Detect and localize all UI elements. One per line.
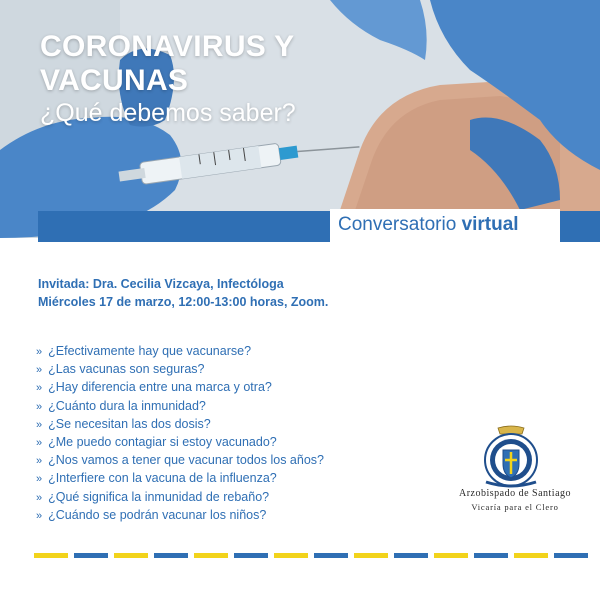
banner-label-normal: Conversatorio [338, 214, 462, 235]
list-item [36, 416, 324, 434]
list-item [36, 452, 324, 470]
bullet-icon: » [36, 509, 43, 522]
list-item [36, 489, 324, 507]
banner-label [338, 214, 519, 236]
bullet-icon: » [36, 346, 43, 358]
list-item [36, 507, 324, 525]
headline [40, 30, 295, 98]
footer-dash [474, 553, 508, 558]
guest-line: Invitada: Dra. Cecilia Vizcaya, Infectóloga [38, 277, 284, 291]
footer-dash [354, 553, 388, 558]
list-item [36, 434, 324, 452]
list-item [36, 361, 324, 379]
list-item [36, 398, 324, 416]
footer-dash [234, 553, 268, 558]
footer-dash [314, 553, 348, 558]
bullet-icon: » [36, 437, 43, 450]
question-text: ¿Qué significa la inmunidad de rebaño? [48, 489, 270, 504]
headline-line-1: CORONAVIRUS Y [40, 30, 295, 63]
list-item [36, 343, 324, 361]
footer-dash [274, 553, 308, 558]
footer-dash [154, 553, 188, 558]
archdiocese-crest-icon [476, 424, 546, 492]
question-text: ¿Hay diferencia entre una marca y otra? [48, 380, 272, 395]
list-item [36, 379, 324, 397]
hero-photo [0, 0, 600, 238]
footer-dash [34, 553, 68, 558]
subheadline: ¿Qué debemos saber? [40, 99, 296, 127]
bullet-icon: » [36, 364, 43, 377]
footer-dash [74, 553, 108, 558]
footer-dash [554, 553, 588, 558]
banner-label-bold: virtual [461, 214, 519, 235]
bullet-icon: » [36, 473, 43, 486]
organization-name: Arzobispado de Santiago [458, 488, 572, 499]
list-item [36, 470, 324, 488]
question-text: ¿Interfiere con la vacuna de la influenza? [48, 471, 277, 486]
footer-dash-line [34, 553, 574, 559]
question-text: ¿Cuándo se podrán vacunar los niños? [48, 507, 267, 522]
question-text: ¿Efectivamente hay que vacunarse? [48, 344, 252, 358]
headline-line-2: VACUNAS [40, 64, 189, 97]
question-text: ¿Me puedo contagiar si estoy vacunado? [48, 435, 277, 450]
footer-dash [394, 553, 428, 558]
question-text: ¿Las vacunas son seguras? [48, 362, 205, 377]
question-text: ¿Cuánto dura la inmunidad? [48, 398, 206, 413]
question-text: ¿Se necesitan las dos dosis? [48, 416, 211, 431]
footer-dash [434, 553, 468, 558]
footer-dash [514, 553, 548, 558]
bullet-icon: » [36, 382, 43, 395]
bullet-icon: » [36, 400, 43, 413]
question-text: ¿Nos vamos a tener que vacunar todos los años? [48, 453, 324, 468]
organization-subname: Vicaría para el Clero [471, 502, 559, 512]
event-details [38, 275, 328, 311]
footer-dash [194, 553, 228, 558]
bullet-icon: » [36, 491, 43, 504]
question-list [36, 343, 324, 525]
footer-dash [114, 553, 148, 558]
datetime-line: Miércoles 17 de marzo, 12:00-13:00 horas, Zoom. [38, 295, 329, 309]
bullet-icon: » [36, 455, 43, 468]
bullet-icon: » [36, 418, 43, 431]
